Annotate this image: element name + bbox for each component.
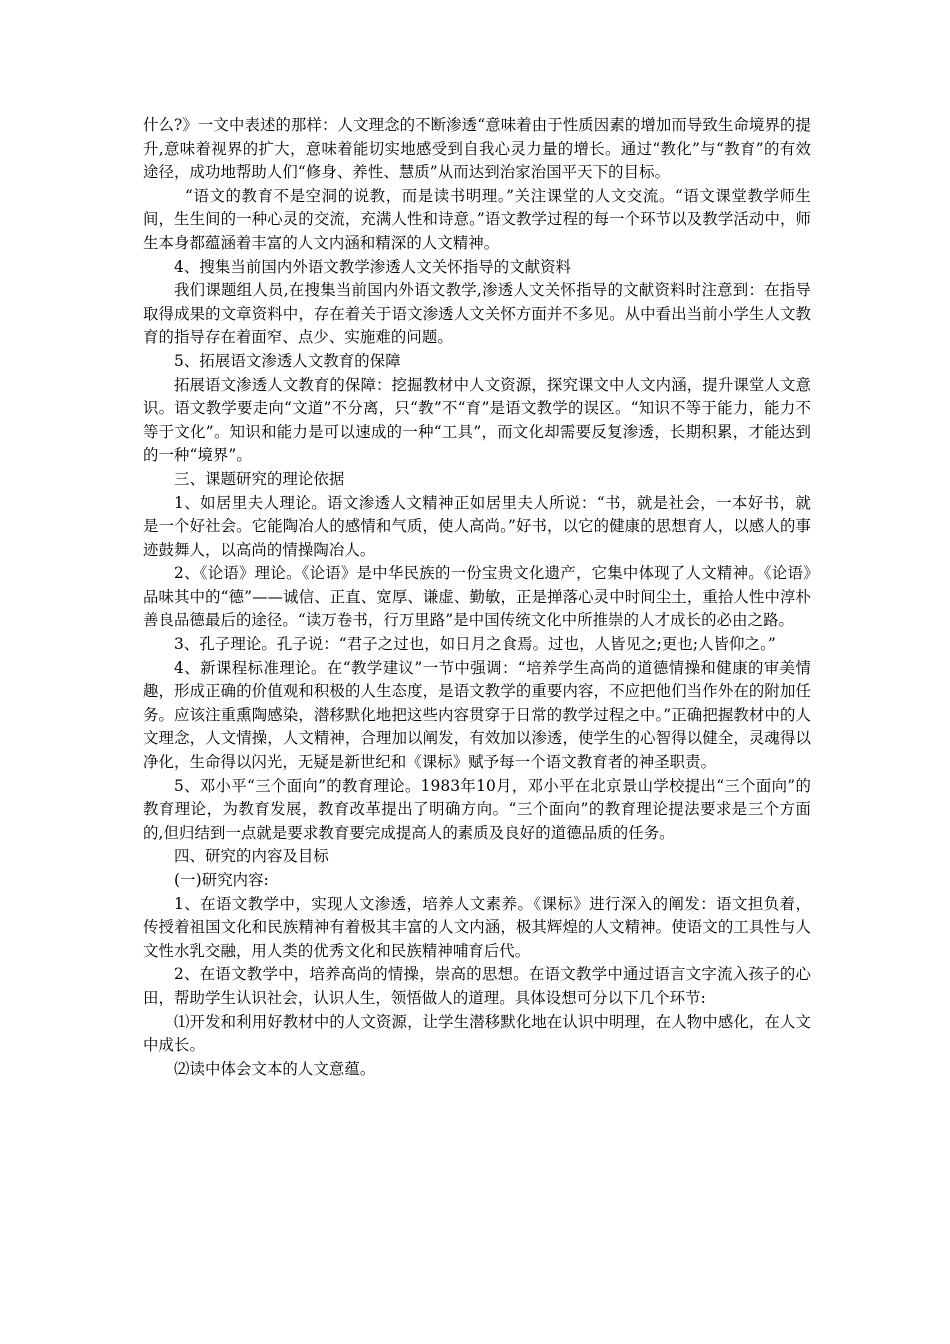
paragraph-noble-sentiment: 2、在语文教学中，培养高尚的情操，崇高的思想。在语文教学中通过语言文字流入孩子的心田，帮助学生认识社会，认识人生，领悟做人的道理。具体设想可分以下几个环节:	[143, 965, 811, 1007]
paragraph-item-2: ⑵读中体会文本的人文意蕴。	[174, 1059, 376, 1078]
paragraph-confucius-theory: 3、孔子理论。孔子说：“君子之过也，如日月之食焉。过也，人皆见之;更也;人皆仰之。”	[174, 635, 776, 654]
heading-collect-literature: 4、搜集当前国内外语文教学渗透人文关怀指导的文献资料	[174, 257, 572, 276]
document-body	[143, 114, 811, 1081]
heading-research-content: (一)研究内容:	[174, 871, 269, 889]
paragraph-humanistic-penetration: 1、在语文教学中，实现人文渗透，培养人文素养。《课标》进行深入的阐发：语文担负着，传授着祖国文化和民族精神有着极其丰富的人文内涵，极其辉煌的人文精神。使语文的工具性与人文性水乳交融，用人类的优秀文化和民族精神哺育后代。	[143, 894, 811, 960]
heading-research-content-goals: 四、研究的内容及目标	[174, 847, 329, 866]
paragraph-research-group: 我们课题组人员,在搜集当前国内外语文教学,渗透人文关怀指导的文献资料时注意到：在指导取得成果的文章资料中，存在着关于语文渗透人文关怀方面并不多见。从中看出当前小学生人文教育的指导存在着面窄、点少、实施难的问题。	[143, 281, 811, 347]
paragraph-curie-theory: 1、如居里夫人理论。语文渗透人文精神正如居里夫人所说：“书，就是社会，一本好书，就是一个好社会。它能陶冶人的感情和气质，使人高尚。”好书，以它的健康的思想育人，以感人的事迹鼓舞人，以高尚的情操陶冶人。	[143, 493, 811, 559]
paragraph-humanistic-concept: 什么?》一文中表述的那样：人文理念的不断渗透“意味着由于性质因素的增加而导致生命境界的提升,意味着视界的扩大，意味着能切实地感受到自我心灵力量的增长。通过“教化”与“教育”的有效途径，成功地帮助人们“修身、养性、慧质”从而达到治家治国平天下的目标。	[143, 116, 811, 182]
paragraph-chinese-education-quote: “语文的教育不是空洞的说教，而是读书明理。”关注课堂的人文交流。“语文课堂教学师生间，生生间的一种心灵的交流，充满人性和诗意。”语文教学过程的每一个环节以及教学活动中，师生本身都蕴涵着丰富的人文内涵和精深的人文精神。	[143, 186, 811, 252]
paragraph-item-1: ⑴开发和利用好教材中的人文资源，让学生潜移默化地在认识中明理，在人物中感化，在人文中成长。	[143, 1012, 811, 1055]
paragraph-three-orientations: 5、邓小平“三个面向”的教育理论。1983年10月，邓小平在北京景山学校提出“三个面向”的教育理论，为教育发展，教育改革提出了明确方向。“三个面向”的教育理论提法要求是三个方面的,但归结到一点就是要求教育要完成提高人的素质及良好的道德品质的任务。	[143, 776, 811, 842]
heading-expand-guarantee: 5、拓展语文渗透人文教育的保障	[174, 351, 401, 370]
paragraph-expand-guarantee: 拓展语文渗透人文教育的保障：挖掘教材中人文资源，探究课文中人文内涵，提升课堂人文意识。语文教学要走向“文道”不分离，只“教”不“育”是语文教学的误区。“知识不等于能力，能力不等于文化”。知识和能力是可以速成的一种“工具”，而文化却需要反复渗透，长期积累，才能达到的一种“境界”。	[143, 375, 811, 465]
paragraph-curriculum-standard: 4、新课程标准理论。在“教学建议”一节中强调：“培养学生高尚的道德情操和健康的审美情趣，形成正确的价值观和积极的人生态度，是语文教学的重要内容，不应把他们当作外在的附加任务。应该注重熏陶感染，潜移默化地把这些内容贯穿于日常的教学过程之中。”正确把握教材中的人文理念，人文情操，人文精神，合理加以阐发，有效加以渗透，使学生的心智得以健全，灵魂得以净化，生命得以闪光，无疑是新世纪和《课标》赋予每一个语文教育者的神圣职责。	[143, 658, 811, 772]
heading-theoretical-basis: 三、课题研究的理论依据	[174, 469, 345, 488]
paragraph-analects-theory: 2、《论语》理论。《论语》是中华民族的一份宝贵文化遗产，它集中体现了人文精神。《论语》品味其中的“德”——诚信、正直、宽厚、谦虚、勤敏，正是掸落心灵中时间尘土，重拾人性中淳朴善良品德最后的途径。“读万卷书，行万里路”是中国传统文化中所推崇的人才成长的必由之路。	[143, 564, 811, 630]
